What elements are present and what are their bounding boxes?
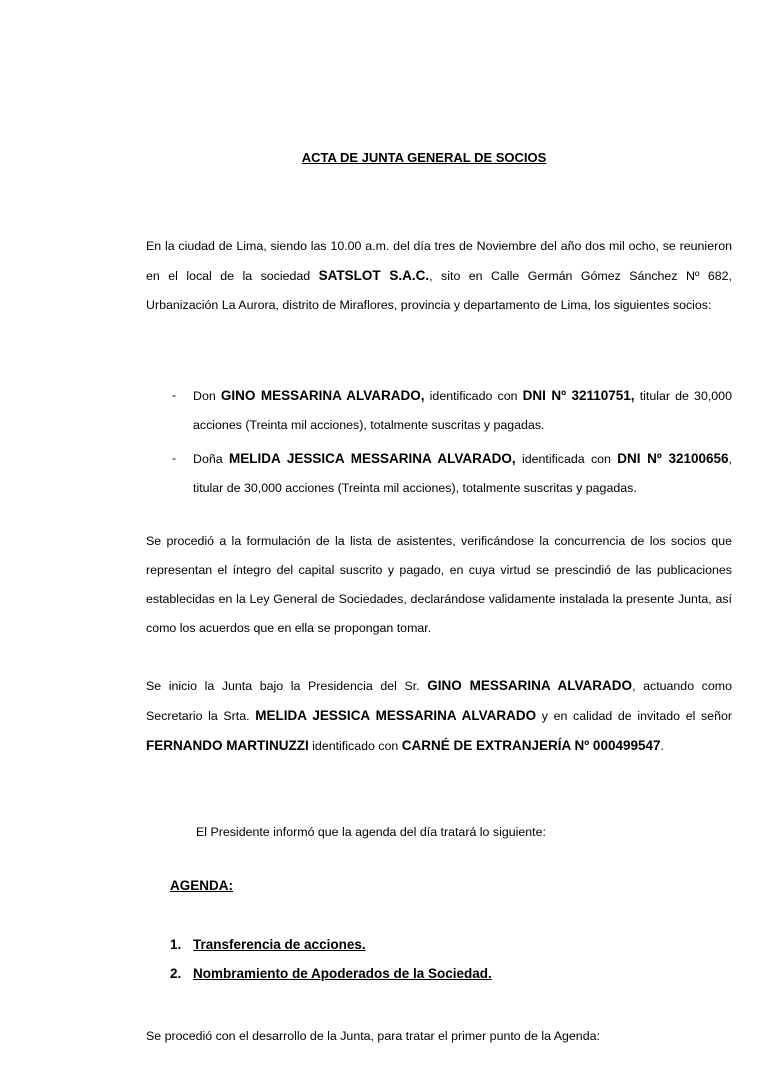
- list-dash: -: [172, 388, 177, 402]
- socio-mid: identificado con: [424, 389, 523, 403]
- presidency-text-e: .: [660, 739, 664, 753]
- guest-carne: CARNÉ DE EXTRANJERÍA Nº 000499547: [401, 738, 661, 753]
- socio-name: GINO MESSARINA ALVARADO,: [220, 388, 425, 403]
- document-title: ACTA DE JUNTA GENERAL DE SOCIOS: [301, 150, 547, 165]
- presidency-text-b: , actuando como Secretario la Srta.: [146, 679, 732, 723]
- agenda-intro: El Presidente informó que la agenda del día tratará lo siguiente:: [196, 825, 546, 839]
- socio-post: titular de 30,000 acciones (Treinta mil acciones), totalmente suscritas y pagadas.: [193, 389, 732, 432]
- socio-name: MELIDA JESSICA MESSARINA ALVARADO,: [228, 451, 516, 466]
- company-name: SATSLOT S.A.C.: [318, 268, 430, 283]
- opening-paragraph: [146, 232, 732, 320]
- socio-prefix: Doña: [193, 452, 229, 466]
- agenda-list: [170, 930, 492, 988]
- agenda-item: [170, 930, 492, 959]
- socio-dni: DNI Nº 32110751,: [522, 388, 635, 403]
- agenda-item: [170, 959, 492, 988]
- agenda-heading: AGENDA:: [170, 878, 233, 893]
- guest-name: FERNANDO MARTINUZZI: [146, 738, 309, 753]
- presidency-text-c: y en calidad de invitado el señor: [536, 709, 732, 723]
- agenda-item-number: 1.: [170, 937, 182, 952]
- socio-prefix: Don: [193, 389, 221, 403]
- agenda-item-number: 2.: [170, 966, 182, 981]
- opening-text-a: En la ciudad de Lima, siendo las 10.00 a.m. del día tres de Noviembre del año dos mil ocho, se reunieron en el local de la sociedad: [146, 239, 732, 283]
- socios-list: [146, 381, 732, 507]
- closing-paragraph: Se procedió con el desarrollo de la Junta, para tratar el primer punto de la Agenda:: [146, 1029, 600, 1043]
- presidency-paragraph: [146, 671, 732, 761]
- socio-item: [146, 381, 732, 440]
- presidency-text-d: identificado con: [308, 739, 402, 753]
- secretary-name: MELIDA JESSICA MESSARINA ALVARADO: [255, 708, 537, 723]
- socio-item: [146, 444, 732, 503]
- list-dash: -: [172, 451, 177, 465]
- socio-post: , titular de 30,000 acciones (Treinta mil acciones), totalmente suscritas y pagadas.: [193, 452, 732, 495]
- presidency-text-a: Se inicio la Junta bajo la Presidencia del Sr.: [146, 679, 428, 693]
- attendance-paragraph: Se procedió a la formulación de la lista de asistentes, verificándose la concurrencia de los socios que representan el íntegro del capital suscrito y pagado, en cuya virtud se prescindió de las publicaciones establecidas en la Ley General de Sociedades, declarándose validamente instalada la presente Junta, así como los acuerdos que en ella se propongan tomar.: [146, 534, 732, 635]
- socio-dni: DNI Nº 32100656: [617, 451, 729, 466]
- agenda-item-text: Transferencia de acciones.: [193, 937, 366, 952]
- opening-text-b: , sito en Calle Germán Gómez Sánchez Nº 682, Urbanización La Aurora, distrito de Miraflores, provincia y departamento de Lima, los siguientes socios:: [146, 269, 732, 312]
- agenda-item-text: Nombramiento de Apoderados de la Sociedad.: [193, 966, 492, 981]
- president-name: GINO MESSARINA ALVARADO: [427, 678, 633, 693]
- socio-mid: identificada con: [515, 452, 618, 466]
